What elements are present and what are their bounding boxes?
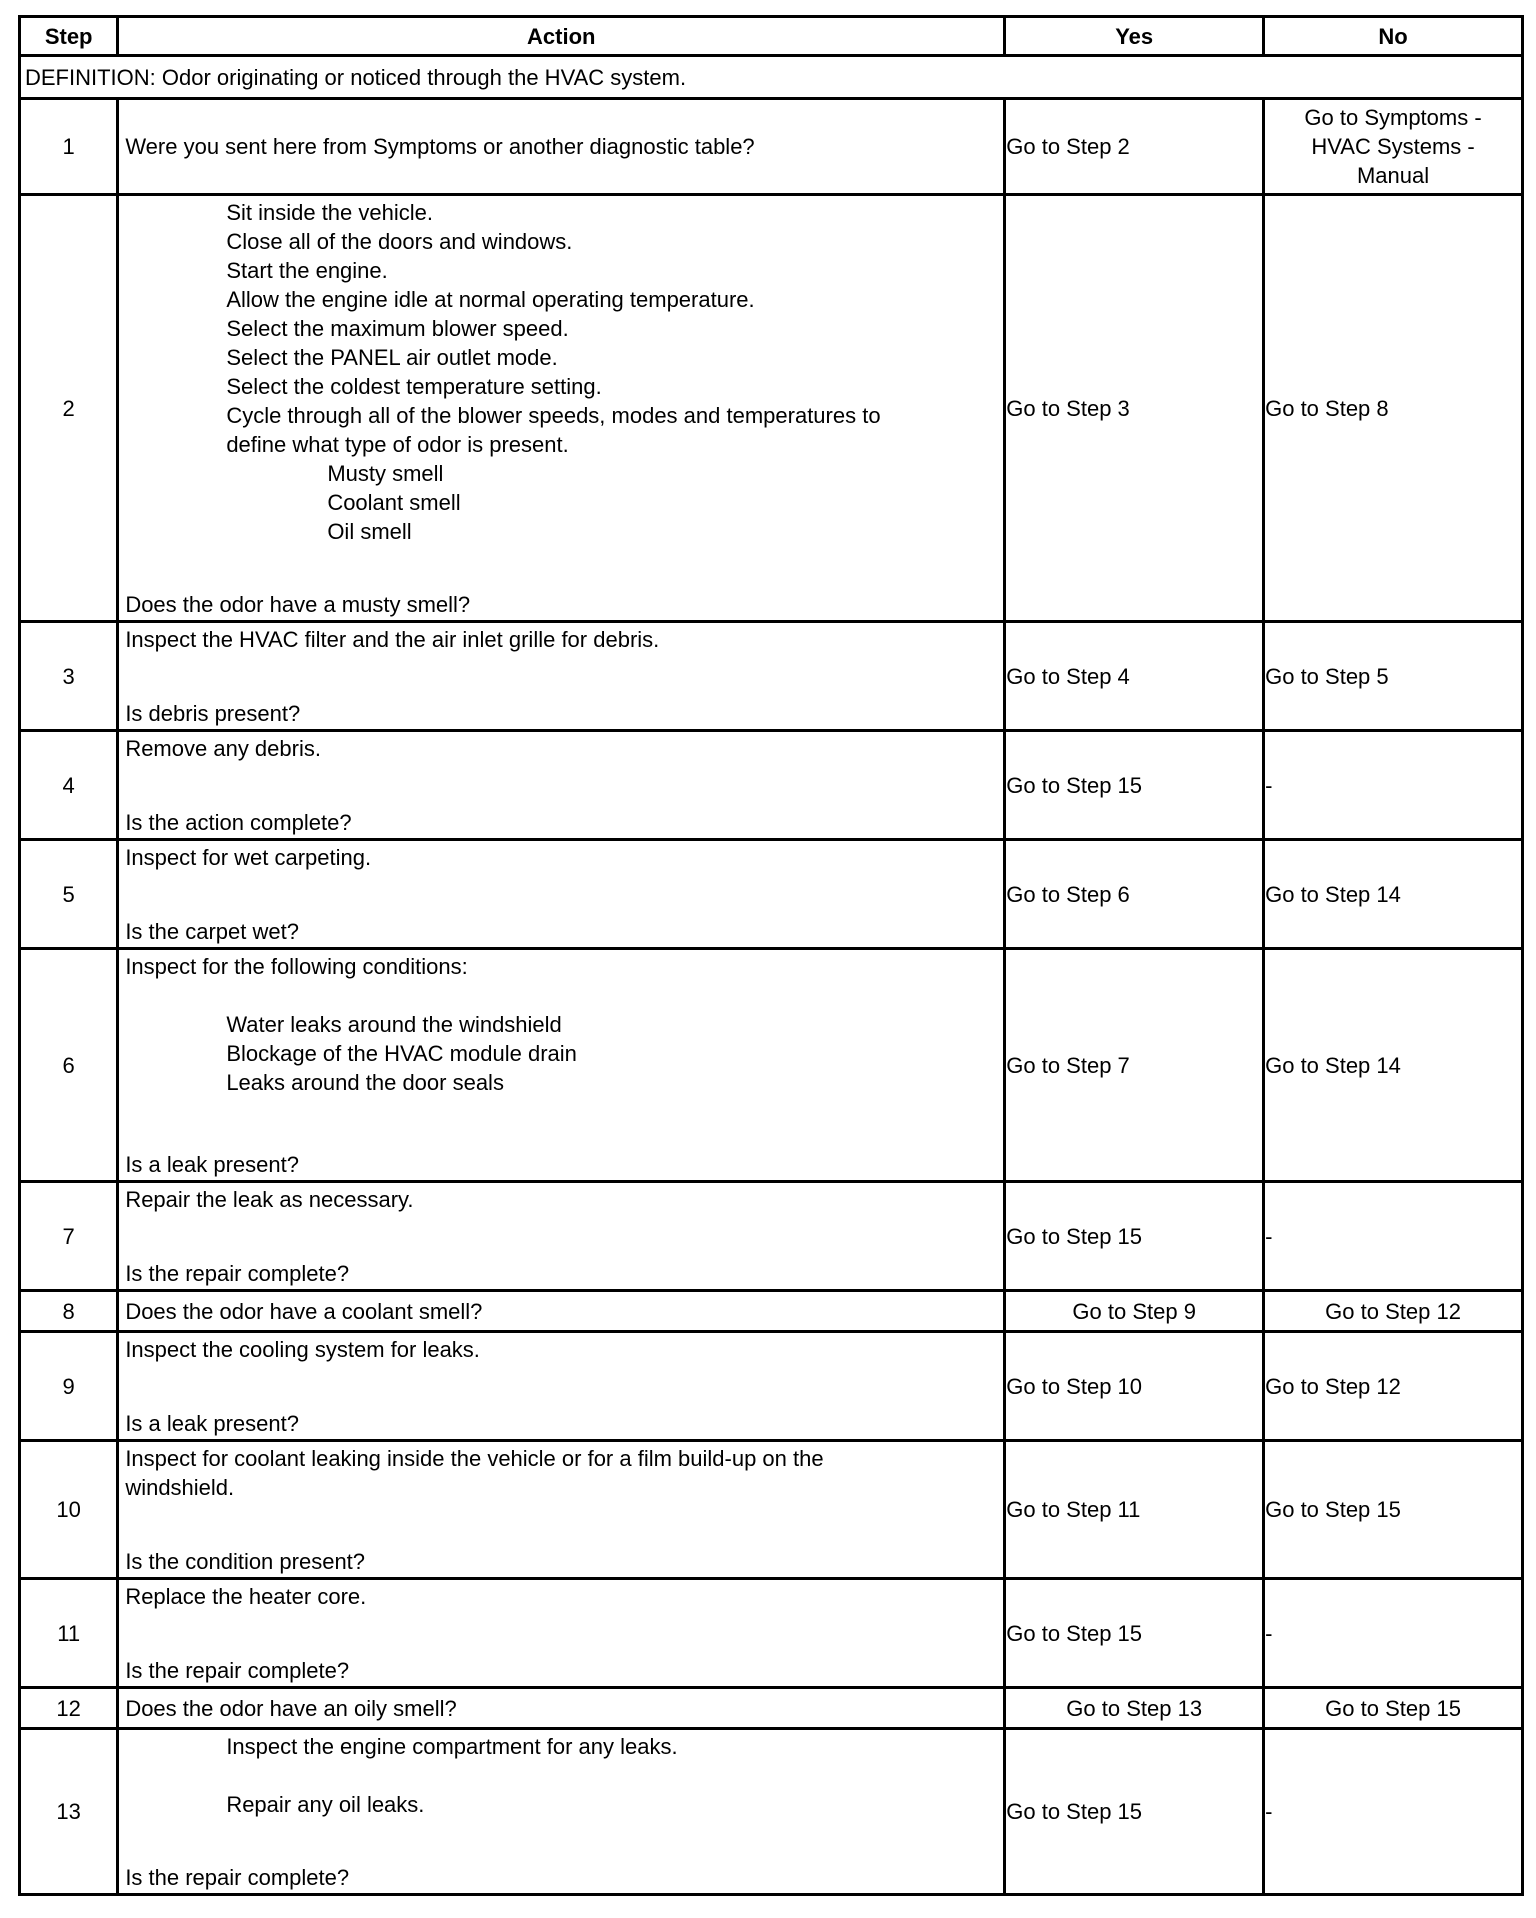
table-row — [20, 99, 1523, 195]
action-line: Start the engine. — [226, 258, 388, 283]
no-cell: - — [1264, 1729, 1523, 1895]
header-action: Action — [118, 17, 1005, 56]
yes-cell: Go to Step 15 — [1005, 1579, 1264, 1688]
yes-cell: Go to Step 3 — [1005, 195, 1264, 622]
table-row — [20, 195, 1523, 622]
action-question: Is the repair complete? — [125, 1261, 350, 1286]
action-line: Leaks around the door seals — [226, 1070, 504, 1095]
step-number: 11 — [20, 1579, 118, 1688]
action-cell — [118, 731, 1005, 840]
table-row — [20, 1332, 1523, 1441]
no-cell: Go to Step 15 — [1264, 1441, 1523, 1579]
action-line: Select the maximum blower speed. — [226, 316, 569, 341]
action-question: Is the carpet wet? — [125, 919, 299, 944]
action-line: Close all of the doors and windows. — [226, 229, 573, 254]
yes-cell: Go to Step 11 — [1005, 1441, 1264, 1579]
diagnostic-table — [18, 15, 1524, 1896]
action-cell — [118, 840, 1005, 949]
action-question: Is the repair complete? — [125, 1865, 350, 1890]
header-yes: Yes — [1005, 17, 1264, 56]
no-line: Go to Symptoms - — [1304, 105, 1482, 130]
action-line: Sit inside the vehicle. — [226, 200, 433, 225]
table-row — [20, 1688, 1523, 1729]
action-text: Inspect for wet carpeting. — [125, 845, 372, 870]
action-text: Inspect the cooling system for leaks. — [125, 1337, 480, 1362]
action-text: Inspect for the following conditions: — [125, 954, 468, 979]
no-cell — [1264, 99, 1523, 195]
action-question: Is the condition present? — [125, 1549, 366, 1574]
action-question: Is a leak present? — [125, 1411, 299, 1436]
action-line: Repair any oil leaks. — [226, 1792, 425, 1817]
no-cell: - — [1264, 1182, 1523, 1291]
action-text: Repair the leak as necessary. — [125, 1187, 414, 1212]
spacer — [125, 1761, 997, 1790]
table-row — [20, 840, 1523, 949]
table-row — [20, 1441, 1523, 1579]
yes-cell: Go to Step 4 — [1005, 622, 1264, 731]
action-question: Does the odor have a coolant smell? — [118, 1291, 1005, 1332]
yes-cell: Go to Step 10 — [1005, 1332, 1264, 1441]
step-number: 1 — [20, 99, 118, 195]
no-cell: Go to Step 12 — [1264, 1332, 1523, 1441]
action-subline: Oil smell — [327, 519, 412, 544]
action-subline: Coolant smell — [327, 490, 461, 515]
action-line: Inspect the engine compartment for any leaks. — [226, 1734, 678, 1759]
table-row — [20, 1579, 1523, 1688]
action-text: Remove any debris. — [125, 736, 321, 761]
no-cell: - — [1264, 1579, 1523, 1688]
table-row — [20, 622, 1523, 731]
action-text: Inspect for coolant leaking inside the vehicle or for a film build-up on the — [125, 1446, 824, 1471]
no-line: HVAC Systems - — [1311, 134, 1475, 159]
action-text: Inspect the HVAC filter and the air inlet grille for debris. — [125, 627, 660, 652]
yes-cell: Go to Step 15 — [1005, 731, 1264, 840]
table-row — [20, 731, 1523, 840]
action-subline: Musty smell — [327, 461, 444, 486]
no-cell: Go to Step 8 — [1264, 195, 1523, 622]
action-text: windshield. — [125, 1475, 235, 1500]
yes-cell: Go to Step 13 — [1005, 1688, 1264, 1729]
action-cell — [118, 622, 1005, 731]
step-number: 2 — [20, 195, 118, 622]
no-cell: - — [1264, 731, 1523, 840]
header-row — [20, 17, 1523, 56]
step-number: 13 — [20, 1729, 118, 1895]
no-cell: Go to Step 14 — [1264, 840, 1523, 949]
action-question: Were you sent here from Symptoms or another diagnostic table? — [118, 99, 1005, 195]
action-question: Is debris present? — [125, 701, 301, 726]
header-step: Step — [20, 17, 118, 56]
table-row — [20, 1729, 1523, 1895]
step-number: 4 — [20, 731, 118, 840]
step-number: 9 — [20, 1332, 118, 1441]
table-row — [20, 1182, 1523, 1291]
action-question: Does the odor have a musty smell? — [125, 592, 471, 617]
table-row — [20, 1291, 1523, 1332]
action-question: Is a leak present? — [125, 1152, 299, 1177]
no-cell: Go to Step 14 — [1264, 949, 1523, 1182]
step-number: 6 — [20, 949, 118, 1182]
action-line: Select the PANEL air outlet mode. — [226, 345, 558, 370]
no-cell: Go to Step 15 — [1264, 1688, 1523, 1729]
action-cell — [118, 1182, 1005, 1291]
yes-cell: Go to Step 2 — [1005, 99, 1264, 195]
action-cell — [118, 1441, 1005, 1579]
step-number: 7 — [20, 1182, 118, 1291]
action-question: Does the odor have an oily smell? — [118, 1688, 1005, 1729]
action-cell — [118, 195, 1005, 622]
action-question: Is the action complete? — [125, 810, 352, 835]
action-cell — [118, 1729, 1005, 1895]
table-row — [20, 949, 1523, 1182]
action-line: Water leaks around the windshield — [226, 1012, 562, 1037]
action-line: define what type of odor is present. — [226, 432, 569, 457]
yes-cell: Go to Step 9 — [1005, 1291, 1264, 1332]
header-no: No — [1264, 17, 1523, 56]
no-cell: Go to Step 5 — [1264, 622, 1523, 731]
action-text: Replace the heater core. — [125, 1584, 367, 1609]
yes-cell: Go to Step 7 — [1005, 949, 1264, 1182]
step-number: 8 — [20, 1291, 118, 1332]
yes-cell: Go to Step 15 — [1005, 1729, 1264, 1895]
action-line: Allow the engine idle at normal operating temperature. — [226, 287, 755, 312]
definition-text: DEFINITION: Odor originating or noticed through the HVAC system. — [20, 56, 1523, 99]
action-cell — [118, 1332, 1005, 1441]
action-line: Cycle through all of the blower speeds, modes and temperatures to — [226, 403, 881, 428]
action-cell — [118, 1579, 1005, 1688]
yes-cell: Go to Step 6 — [1005, 840, 1264, 949]
step-number: 3 — [20, 622, 118, 731]
no-line: Manual — [1356, 163, 1430, 188]
spacer — [125, 981, 997, 1010]
no-cell: Go to Step 12 — [1264, 1291, 1523, 1332]
step-number: 5 — [20, 840, 118, 949]
yes-cell: Go to Step 15 — [1005, 1182, 1264, 1291]
action-line: Blockage of the HVAC module drain — [226, 1041, 577, 1066]
step-number: 12 — [20, 1688, 118, 1729]
action-line: Select the coldest temperature setting. — [226, 374, 602, 399]
action-cell — [118, 949, 1005, 1182]
definition-row — [20, 56, 1523, 99]
step-number: 10 — [20, 1441, 118, 1579]
action-question: Is the repair complete? — [125, 1658, 350, 1683]
